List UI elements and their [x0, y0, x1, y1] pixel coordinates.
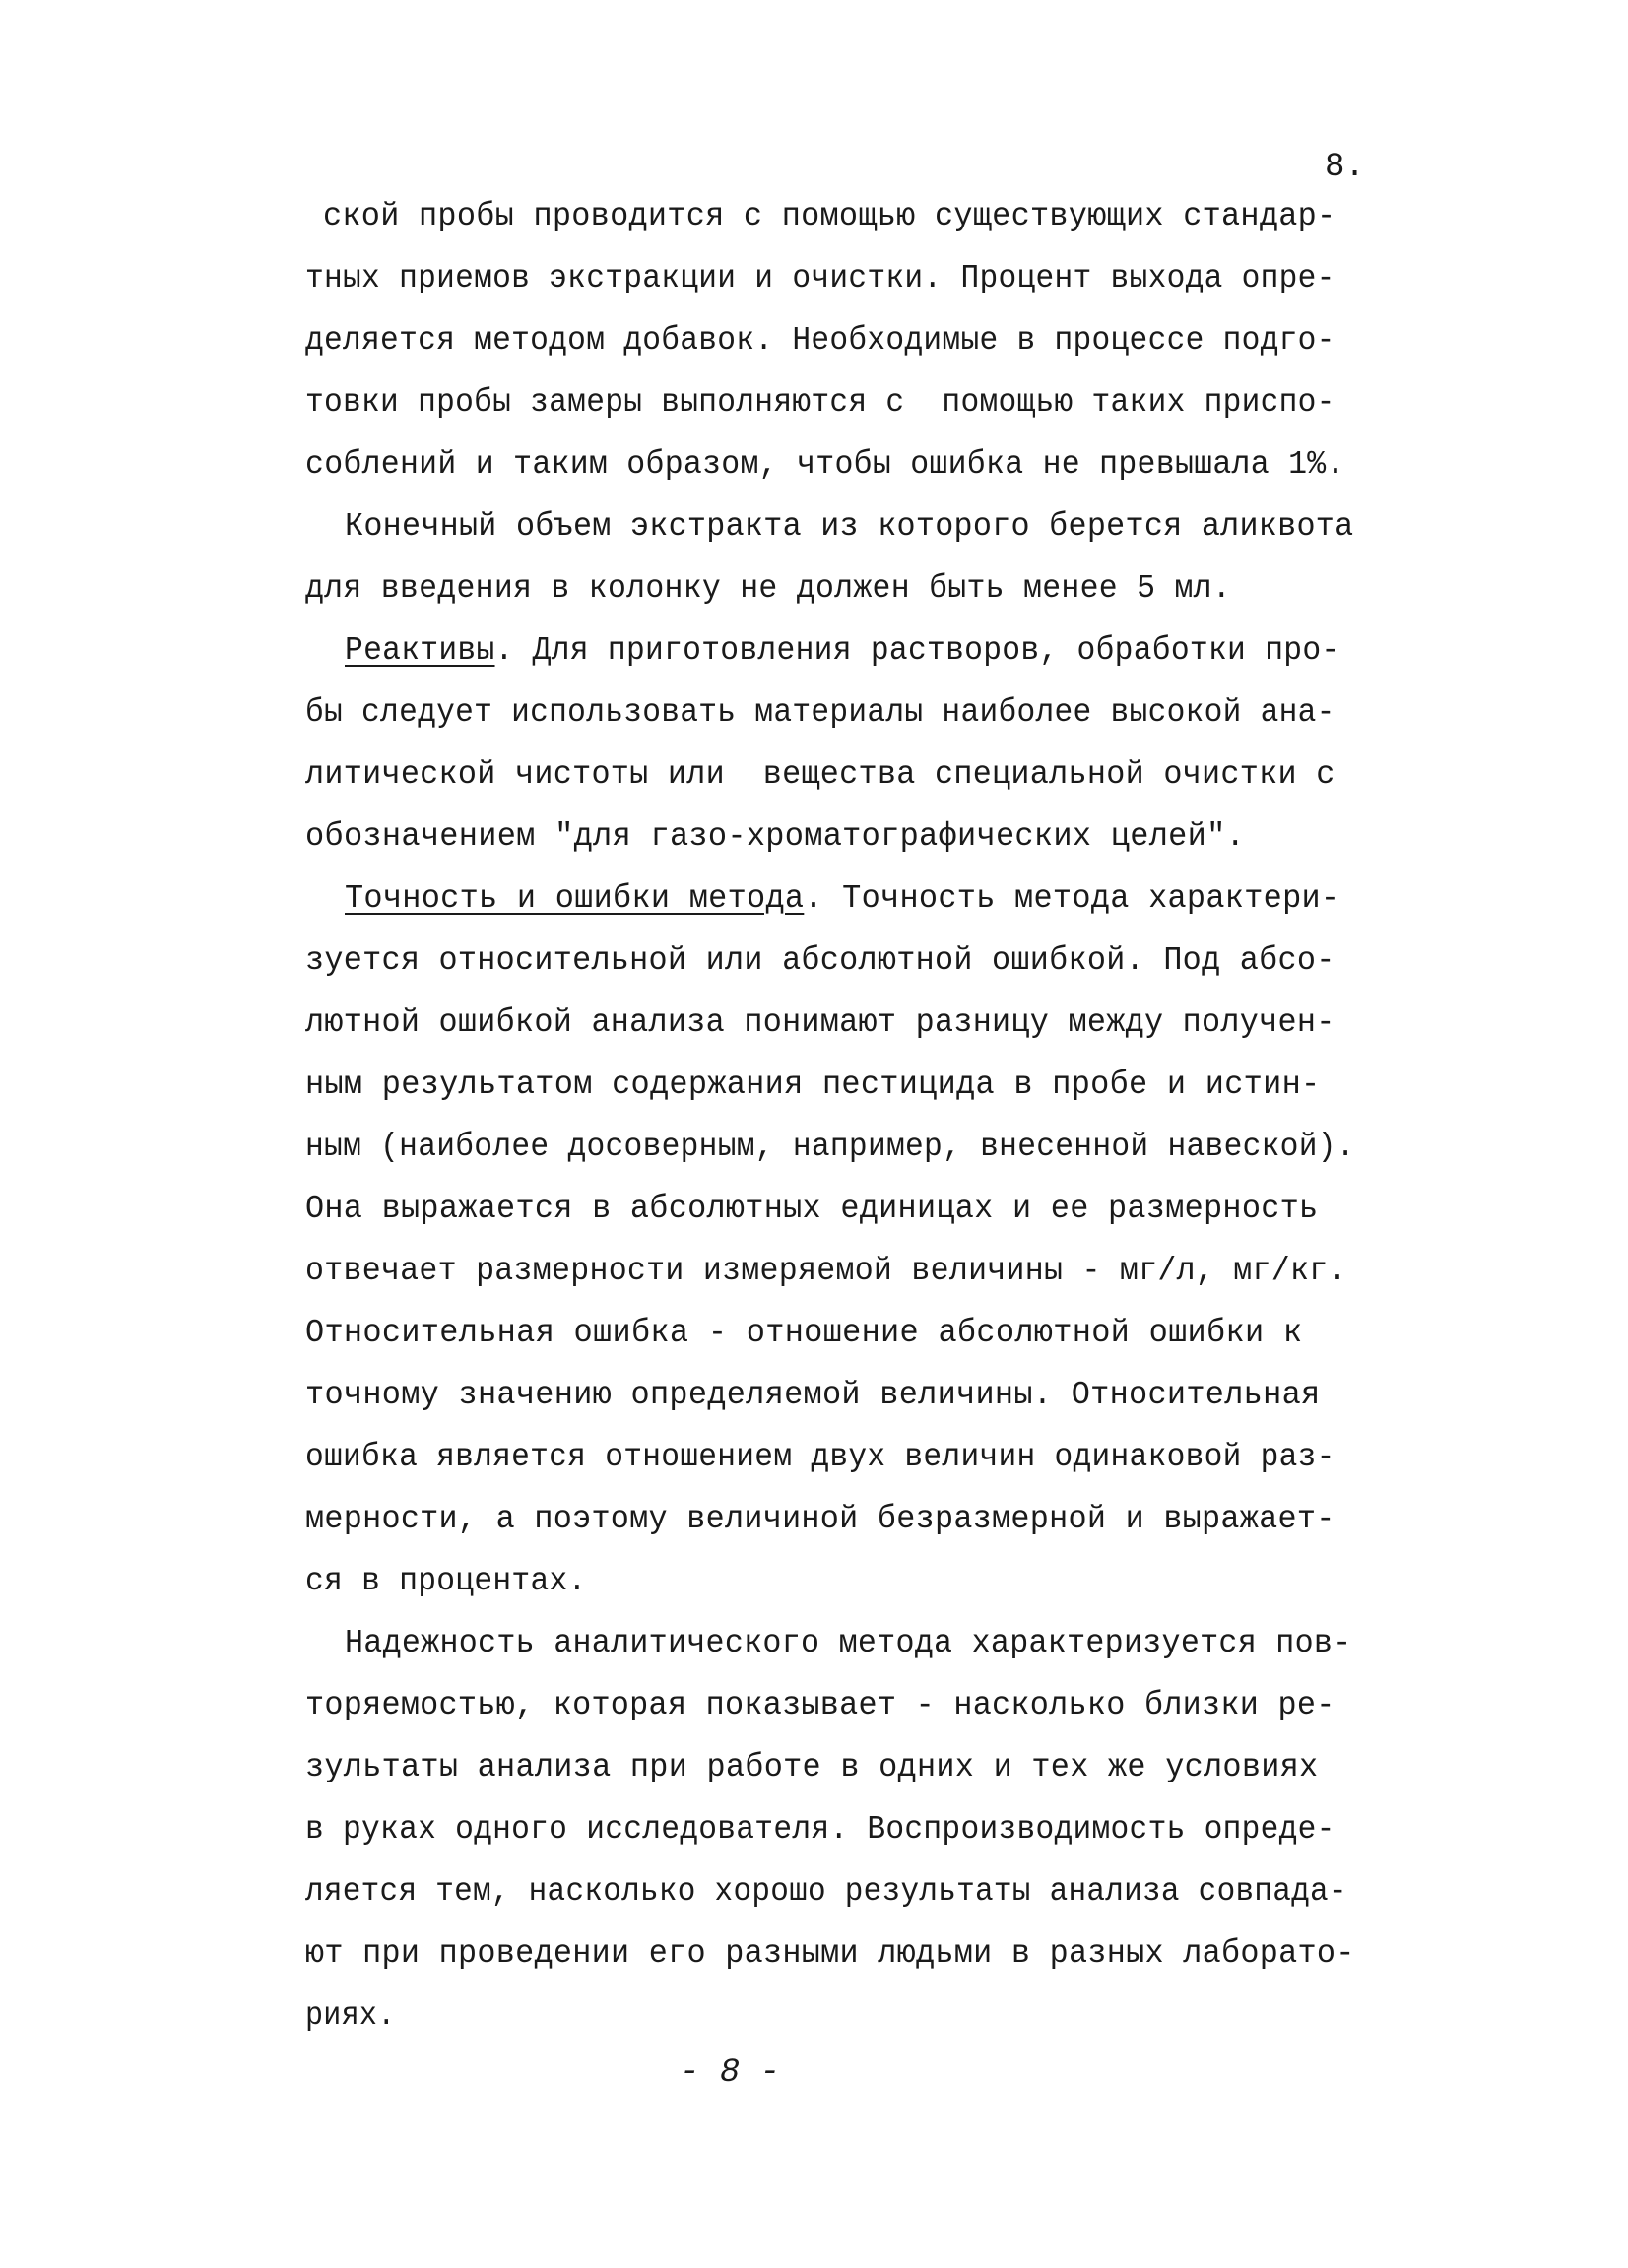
text-line: товки пробы замеры выполняются с помощью таких приспо- — [305, 384, 1335, 421]
text-line: в руках одного исследователя. Воспроизводимость опреде- — [305, 1811, 1335, 1847]
text-line: ют при проведении его разными людьми в разных лаборато- — [305, 1935, 1355, 1972]
page-number-top: 8. — [1325, 149, 1365, 186]
text-line: лютной ошибкой анализа понимают разницу между получен- — [305, 1004, 1335, 1041]
text-line: литической чистоты или вещества специальной очистки с — [305, 756, 1335, 793]
section-heading-accuracy: Точность и ошибки метода — [345, 880, 805, 917]
text-line: ской пробы проводится с помощью существующих стандар- — [323, 198, 1336, 234]
text-line: Точность и ошибки метода. Точность метода характери- — [345, 880, 1340, 917]
page-number-bottom: - 8 - — [680, 2054, 781, 2092]
text-line: ным (наиболее досоверным, например, внесенной навеской). — [305, 1129, 1355, 1165]
text-line: ся в процентах. — [305, 1563, 587, 1599]
text-line: для введения в колонку не должен быть менее 5 мл. — [305, 570, 1232, 607]
text-line: ным результатом содержания пестицида в пробе и истин- — [305, 1067, 1321, 1103]
text-line: соблений и таким образом, чтобы ошибка не превышала 1%. — [305, 446, 1345, 483]
text-line: ляется тем, насколько хорошо результаты анализа совпада- — [305, 1873, 1347, 1910]
text-line: Реактивы. Для приготовления растворов, обработки про- — [345, 632, 1340, 669]
text-line: деляется методом добавок. Необходимые в процессе подго- — [305, 322, 1335, 358]
text-line: ошибка является отношением двух величин одинаковой раз- — [305, 1439, 1335, 1475]
text-line: бы следует использовать материалы наиболее высокой ана- — [305, 694, 1335, 731]
text-line: Надежность аналитического метода характеризуется пов- — [345, 1625, 1352, 1661]
text-line: Она выражается в абсолютных единицах и ее размерность — [305, 1191, 1319, 1227]
text-line: обозначением "для газо-хроматографических целей". — [305, 818, 1246, 855]
text-line: торяемостью, которая показывает - насколько близки ре- — [305, 1687, 1335, 1723]
text-line: зуется относительной или абсолютной ошибкой. Под абсо- — [305, 942, 1335, 979]
text-line: точному значению определяемой величины. Относительная — [305, 1377, 1321, 1413]
section-heading-reagents: Реактивы — [345, 632, 495, 669]
text-line: риях. — [305, 1997, 396, 2034]
text-line: тных приемов экстракции и очистки. Процент выхода опре- — [305, 260, 1335, 296]
text-line: Конечный объем экстракта из которого берется аликвота — [345, 508, 1354, 545]
text-line: зультаты анализа при работе в одних и тех же условиях — [305, 1749, 1319, 1785]
text-line: Относительная ошибка - отношение абсолютной ошибки к — [305, 1315, 1303, 1351]
text-line: отвечает размерности измеряемой величины - мг/л, мг/кг. — [305, 1253, 1347, 1289]
text-line: мерности, а поэтому величиной безразмерной и выражает- — [305, 1501, 1335, 1537]
